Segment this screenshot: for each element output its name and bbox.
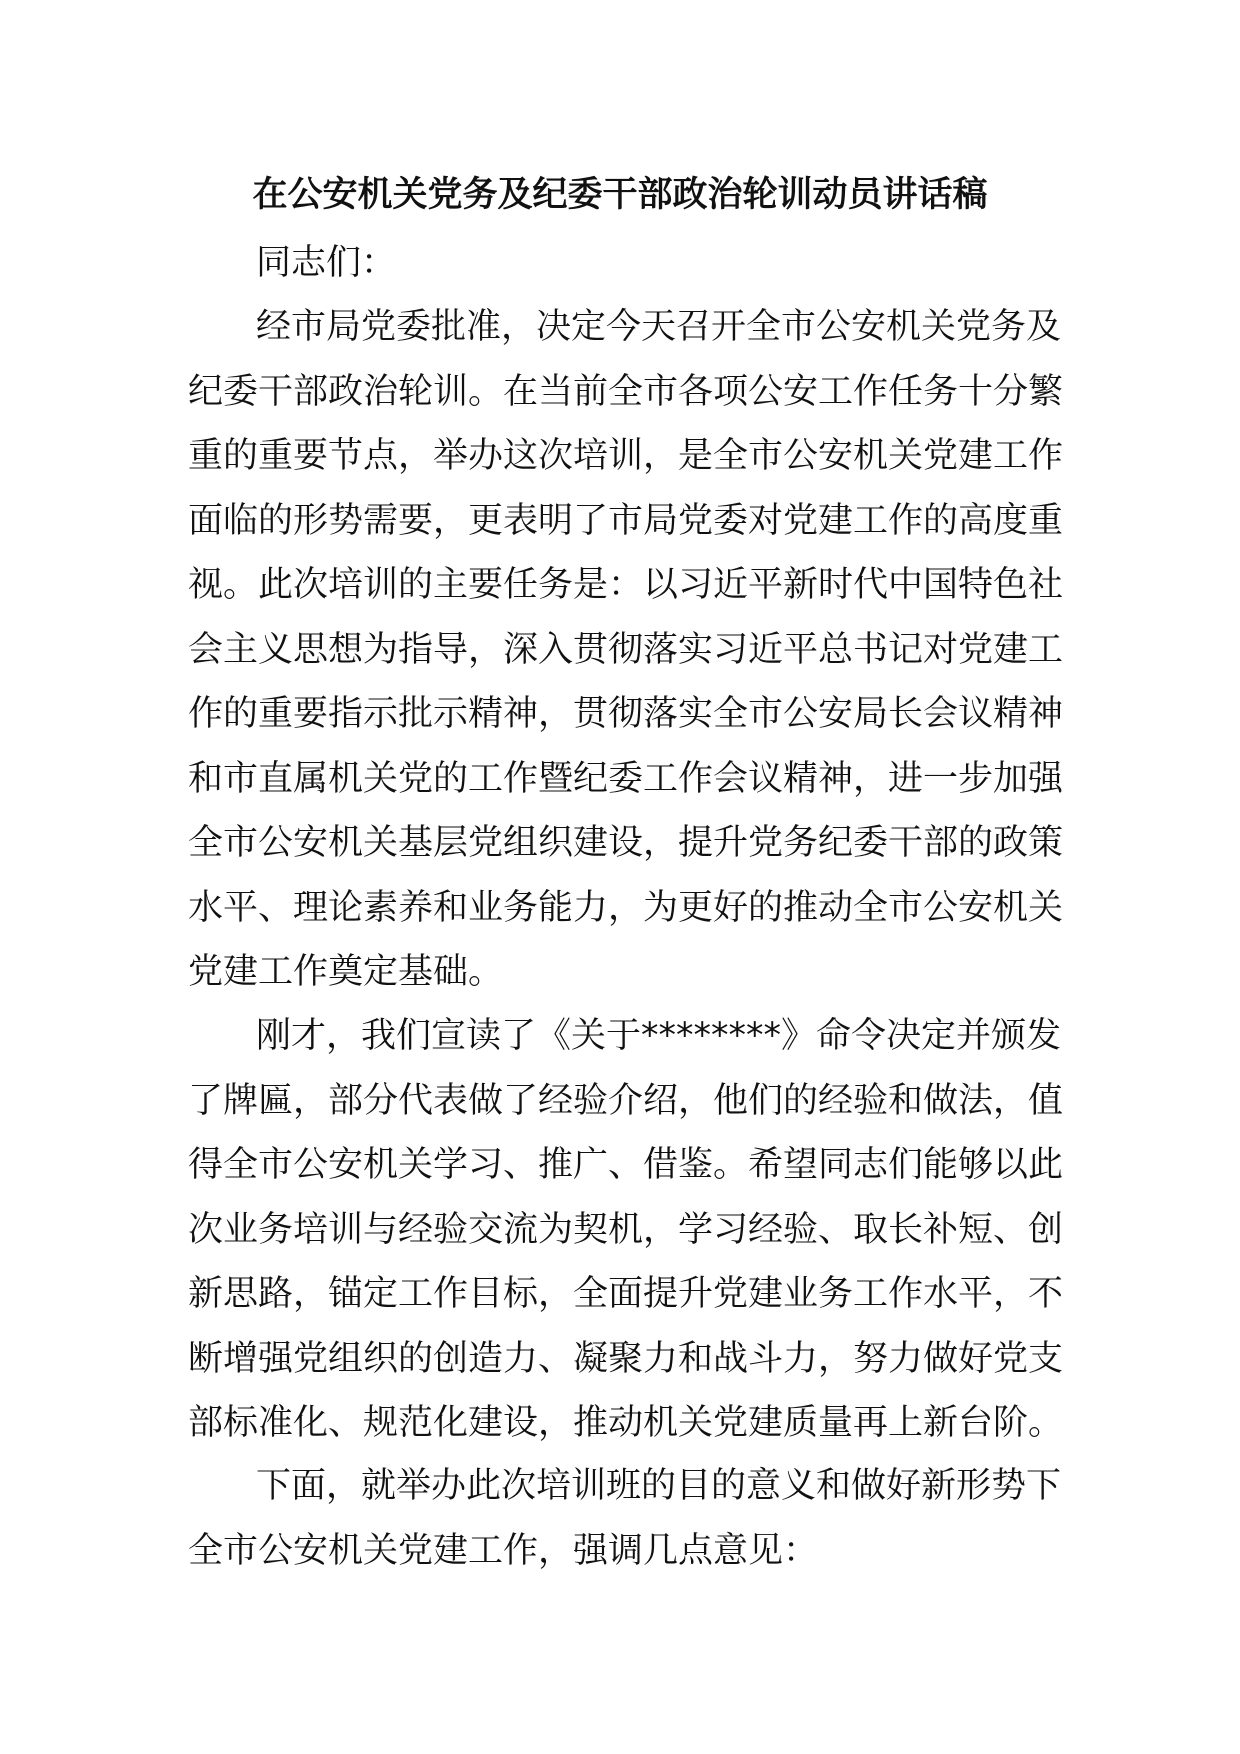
paragraph-line: 水平、理论素养和业务能力，为更好的推动全市公安机关 [188,887,1064,928]
paragraph-line: 党建工作奠定基础。 [188,952,504,992]
paragraph-line: 纪委干部政治轮训。在当前全市各项公安工作任务十分繁 [188,371,1064,412]
paragraph-line: 断增强党组织的创造力、凝聚力和战斗力，努力做好党支 [188,1338,1064,1379]
paragraph-line: 新思路，锚定工作目标，全面提升党建业务工作水平，不 [188,1274,1064,1314]
paragraph-3 [188,1454,1060,1583]
paragraph-line: 重的重要节点，举办这次培训，是全市公安机关党建工作 [188,436,1064,476]
paragraph-line: 全市公安机关党建工作，强调几点意见： [188,1530,819,1571]
salutation: 同志们： [256,243,397,283]
paragraph-line: 和市直属机关党的工作暨纪委工作会议精神，进一步加强 [188,758,1064,799]
document-title: 在公安机关党务及纪委干部政治轮训动员讲话稿 [252,175,988,215]
paragraph-line: 会主义思想为指导，深入贯彻落实习近平总书记对党建工 [188,629,1064,670]
paragraph-line: 得全市公安机关学习、推广、借鉴。希望同志们能够以此 [188,1145,1064,1185]
paragraph-line: 下面，就举办此次培训班的目的意义和做好新形势下 [256,1466,1062,1506]
paragraph-1 [188,295,1064,1005]
paragraph-line: 次业务培训与经验交流为契机，学习经验、取长补短、创 [188,1209,1064,1250]
paragraph-line: 全市公安机关基层党组织建设，提升党务纪委干部的政策 [188,823,1064,863]
paragraph-line: 经市局党委批准，决定今天召开全市公安机关党务及 [256,307,1062,347]
paragraph-2 [188,1004,1064,1456]
paragraph-line: 了牌匾，部分代表做了经验介绍，他们的经验和做法，值 [188,1080,1064,1121]
paragraph-line: 作的重要指示批示精神，贯彻落实全市公安局长会议精神 [188,694,1064,734]
paragraph-line: 刚才，我们宣读了《关于********》命令决定并颁发 [256,1016,1062,1056]
paragraph-line: 视。此次培训的主要任务是：以习近平新时代中国特色社 [188,565,1064,605]
paragraph-line: 面临的形势需要，更表明了市局党委对党建工作的高度重 [188,500,1064,541]
paragraph-line: 部标准化、规范化建设，推动机关党建质量再上新台阶。 [188,1403,1064,1443]
